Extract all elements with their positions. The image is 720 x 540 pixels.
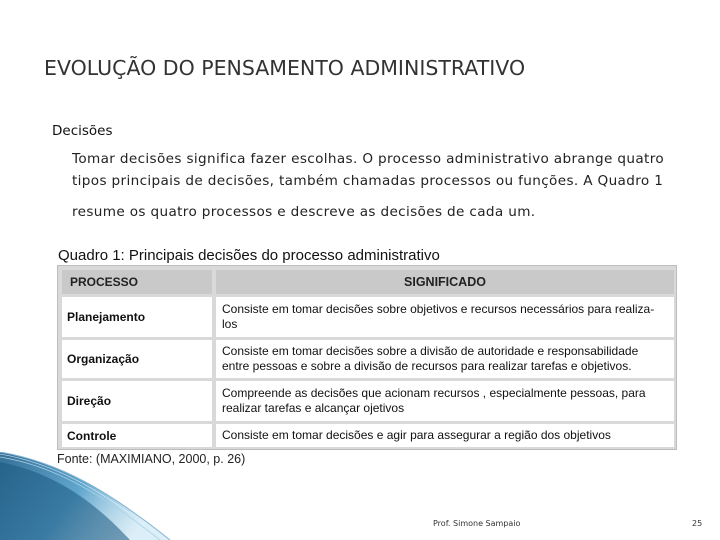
table-header-significado: SIGNIFICADO	[216, 270, 674, 294]
table-row-description: Consiste em tomar decisões e agir para assegurar a região dos objetivos	[216, 424, 674, 447]
table-row-label: Organização	[62, 340, 212, 378]
footer-author: Prof. Simone Sampaio	[433, 519, 521, 528]
table-source: Fonte: (MAXIMIANO, 2000, p. 26)	[57, 452, 246, 466]
paragraph-line: Tomar decisões significa fazer escolhas. O processo administrativo abrange quatro	[72, 151, 665, 167]
paragraph-line: tipos principais de decisões, também chamadas processos ou funções. A Quadro 1	[72, 173, 664, 189]
table-row-label: Controle	[62, 424, 212, 447]
table-row-label: Direção	[62, 381, 212, 421]
table-row-description: Consiste em tomar decisões sobre a divisão de autoridade e responsabilidade entre pessoas e sobre a divisão de recursos para realizar tarefas e objetivos.	[216, 340, 674, 378]
table-caption: Quadro 1: Principais decisões do processo administrativo	[58, 247, 440, 264]
table-row-description: Consiste em tomar decisões sobre objetivos e recursos necessários para realiza- los	[216, 297, 674, 337]
decisions-table	[57, 265, 677, 450]
table-header-processo: PROCESSO	[62, 270, 212, 294]
page-number: 25	[692, 519, 703, 528]
table-row-label: Planejamento	[62, 297, 212, 337]
table-row-description: Compreende as decisões que acionam recursos , especialmente pessoas, para realizar tarefas e alcançar ojetivos	[216, 381, 674, 421]
section-subheading: Decisões	[52, 123, 113, 139]
slide-title: EVOLUÇÃO DO PENSAMENTO ADMINISTRATIVO	[44, 56, 526, 80]
paragraph-line: resume os quatro processos e descreve as decisões de cada um.	[72, 204, 536, 220]
body-paragraph	[72, 148, 692, 223]
